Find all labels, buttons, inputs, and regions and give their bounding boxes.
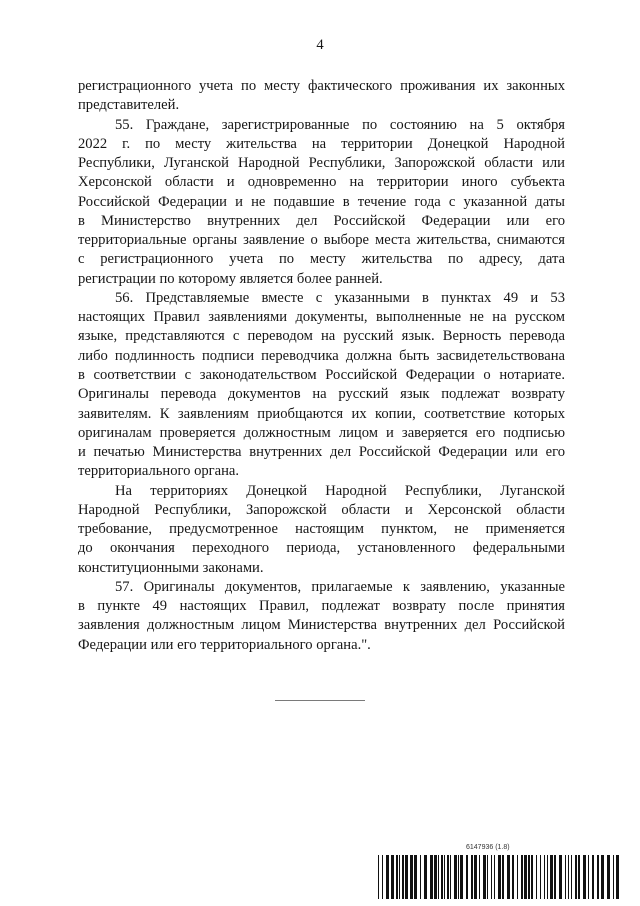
- text-line: настоящих Правил заявлениями документы, выполненные не на русском: [78, 309, 565, 326]
- text-line: Оригиналы перевода документов на русский язык подлежат возврату: [78, 386, 565, 403]
- text-line: либо подлинность подписи переводчика должна быть засвидетельствована: [78, 347, 565, 364]
- text-line: до окончания переходного периода, установленного федеральными: [78, 540, 565, 557]
- text-line: 2022 г. по месту жительства на территории Донецкой Народной: [78, 135, 565, 152]
- barcode-number: 6147936 (1.8): [466, 844, 510, 851]
- text-line: 57. Оригиналы документов, прилагаемые к заявлению, указанные: [115, 578, 565, 595]
- page-number: 4: [316, 37, 324, 53]
- text-line: требование, предусмотренное настоящим пунктом, не применяется: [78, 521, 565, 538]
- barcode: [378, 855, 622, 899]
- text-line: территориального органа.: [78, 463, 240, 480]
- text-line: 56. Представляемые вместе с указанными в пунктах 49 и 53: [115, 289, 565, 306]
- text-line: языке, представляются с переводом на русский язык. Верность перевода: [78, 328, 565, 345]
- text-line: в соответствии с законодательством Российской Федерации о нотариате.: [78, 366, 565, 383]
- text-line: Херсонской области и одновременно на территории иного субъекта: [78, 174, 565, 191]
- paragraph-55: [78, 116, 565, 289]
- text-line: Народной Республики, Запорожской области и Херсонской области: [78, 501, 565, 518]
- text-line: регистрации по которому является более ранней.: [78, 270, 383, 287]
- paragraph-56: [78, 289, 565, 482]
- text-line: Республики, Луганской Народной Республики, Запорожской области или: [78, 155, 565, 172]
- text-line: регистрационного учета по месту фактического проживания их законных: [78, 78, 565, 94]
- text-line: представителей.: [78, 97, 180, 114]
- paragraph-56-territories: [78, 482, 565, 578]
- text-line: территориальные органы заявление о выборе места жительства, снимаются: [78, 232, 565, 249]
- text-line: Российской Федерации и не подавшие в течение года с указанной даты: [78, 193, 565, 210]
- text-line: конституционными законами.: [78, 559, 264, 576]
- text-line: заявителям. К заявлениям приобщаются их копии, соответствие которых: [78, 405, 565, 422]
- text-line: в пункте 49 настоящих Правил, подлежат возврату после принятия: [78, 598, 565, 615]
- document-body: [78, 77, 565, 655]
- text-line: Федерации или его территориального органа.".: [78, 636, 371, 653]
- end-of-text-rule: [275, 700, 365, 701]
- text-line: На территориях Донецкой Народной Республики, Луганской: [115, 482, 565, 499]
- text-line: заявления должностным лицом Министерства внутренних дел Российской: [78, 617, 565, 634]
- paragraph-57: [78, 578, 565, 655]
- text-line: и печатью Министерства внутренних дел Российской Федерации или его: [78, 444, 565, 461]
- text-line: 55. Граждане, зарегистрированные по состоянию на 5 октября: [115, 116, 565, 133]
- paragraph-continuation: [78, 77, 565, 116]
- text-line: в Министерство внутренних дел Российской Федерации или его: [78, 212, 565, 229]
- text-line: оригиналам проверяется должностным лицом и заверяется его подписью: [78, 424, 565, 441]
- text-line: с регистрационного учета по месту жительства по адресу, дата: [78, 251, 565, 268]
